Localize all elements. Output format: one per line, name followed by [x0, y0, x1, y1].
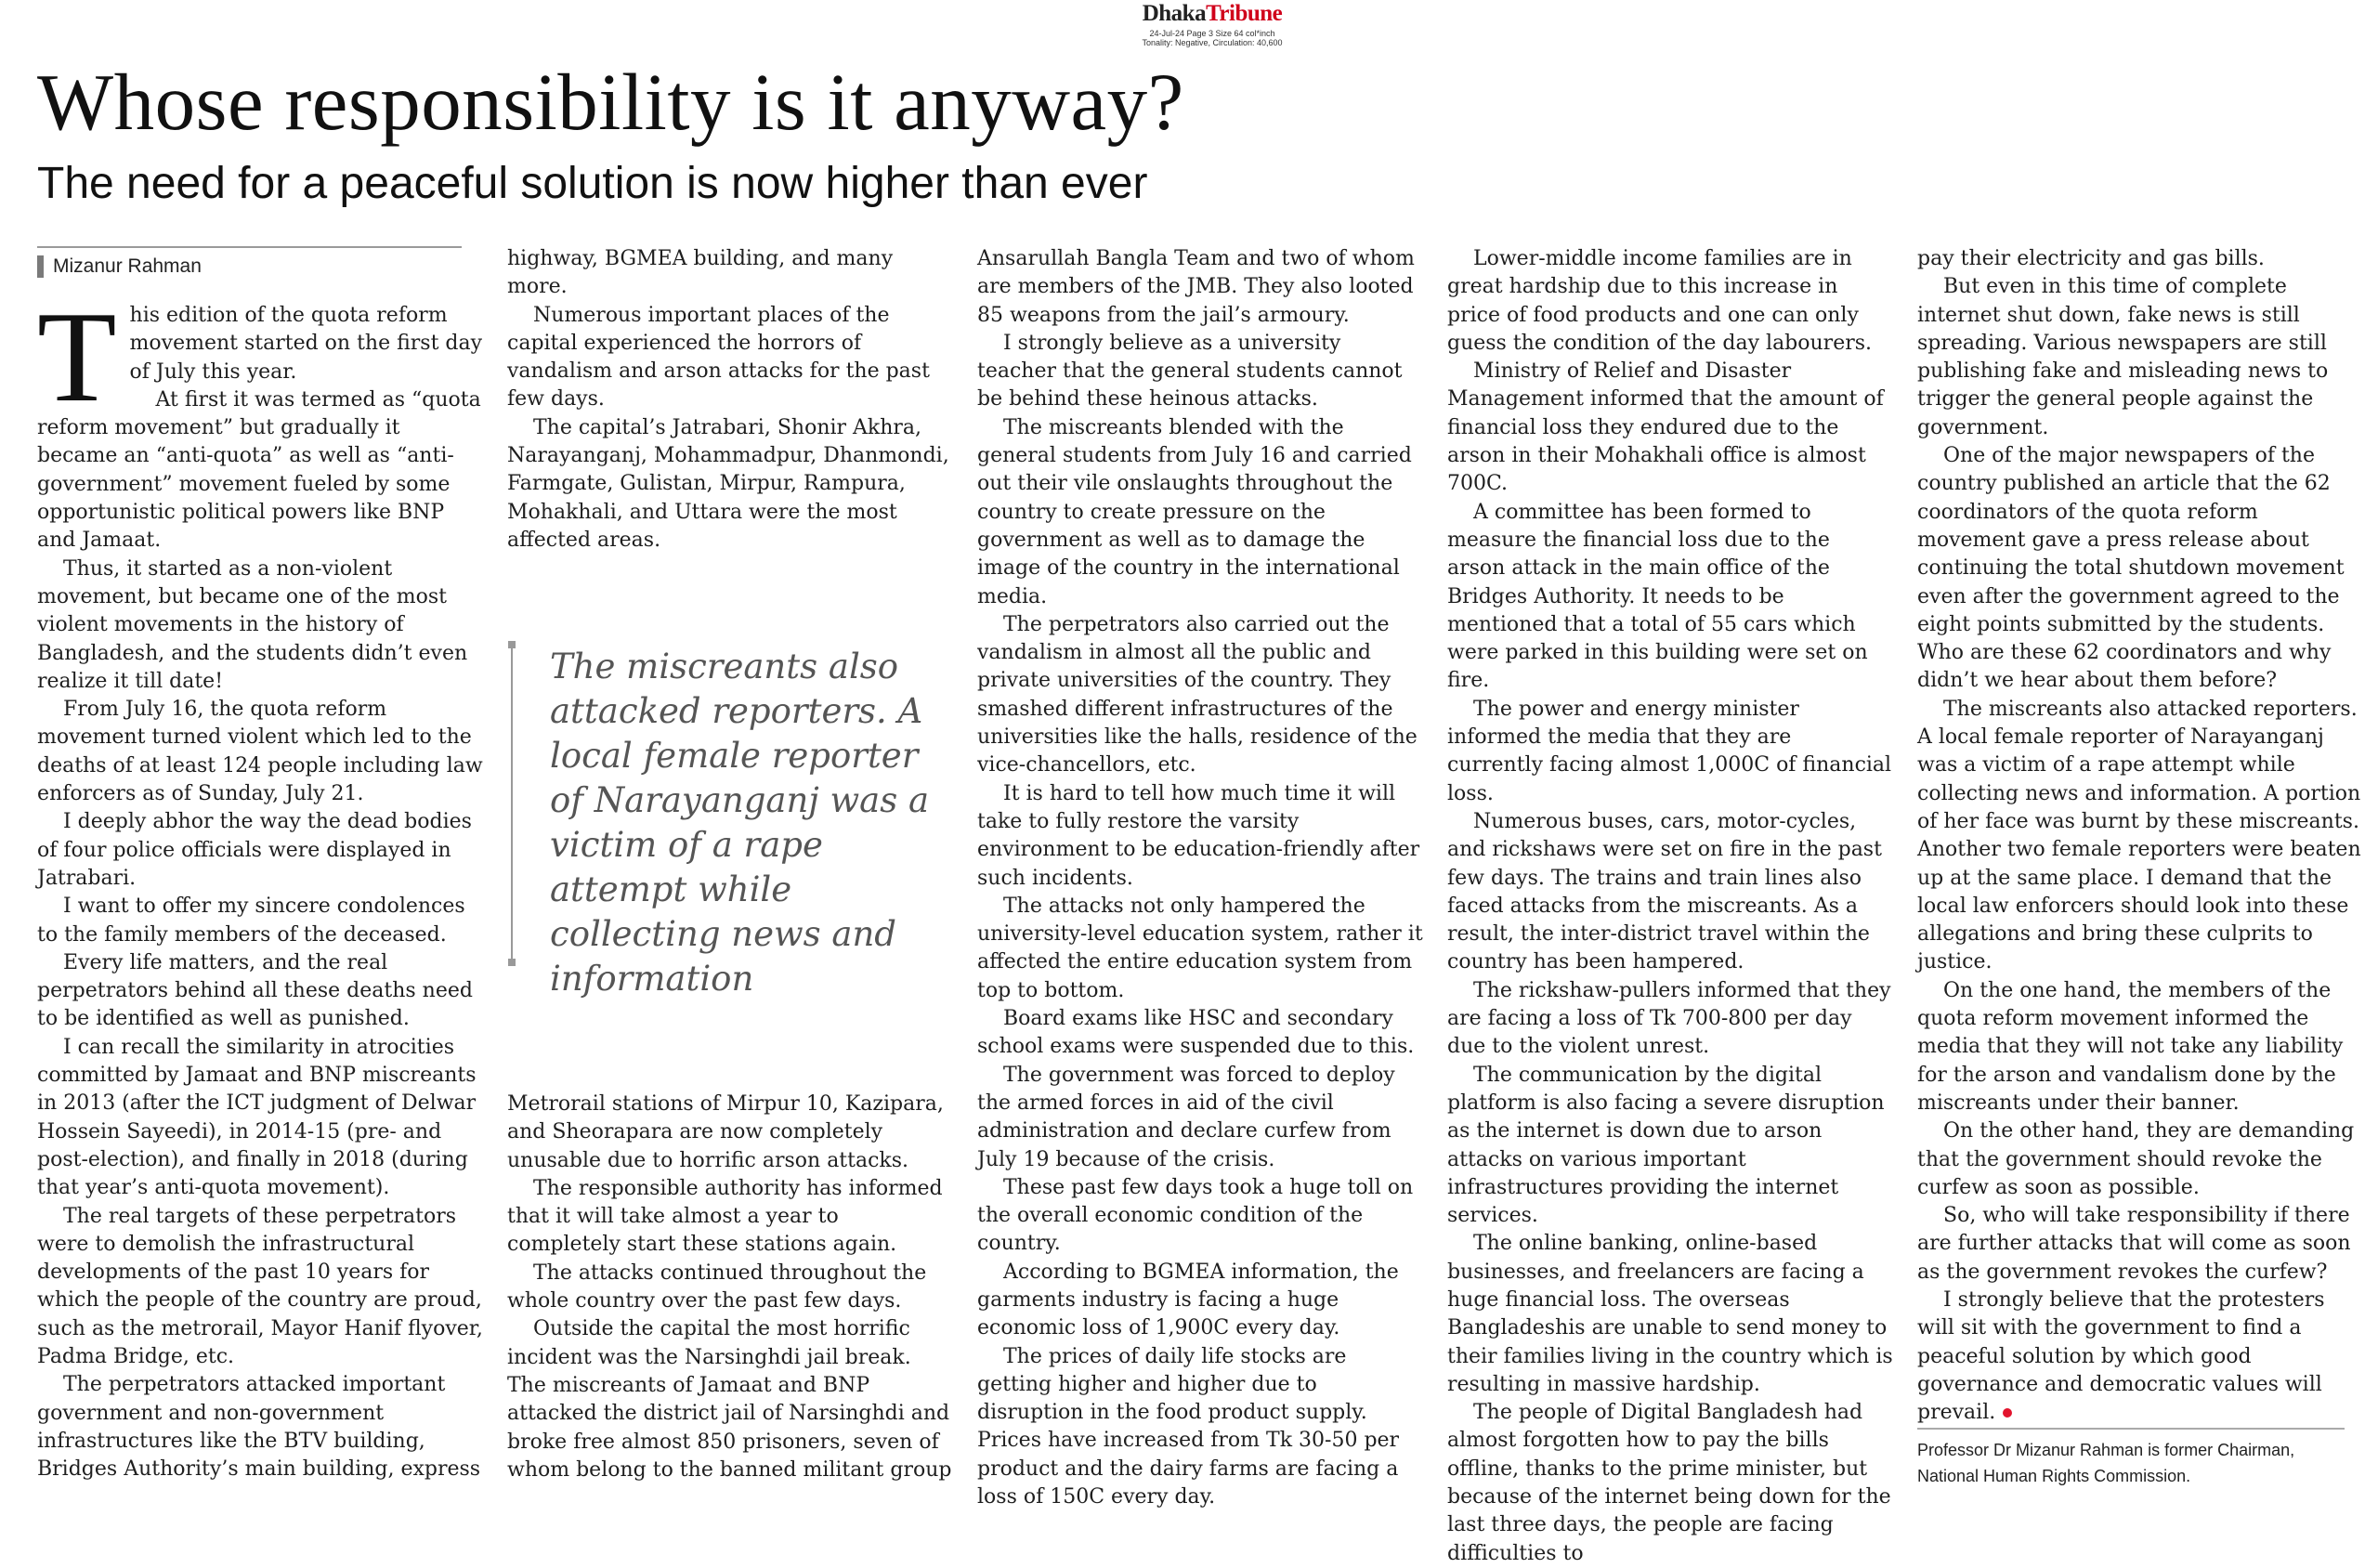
byline [37, 246, 462, 278]
paragraph: The responsible authority has informed that it will take almost a year to completely start these stations again. [507, 1176, 943, 1257]
paragraph: The people of Digital Bangladesh had almost forgotten how to pay the bills offline, thanks to the prime minister, but because of the internet being down for the last three days, the people are facing difficulties to [1447, 1401, 1891, 1565]
paragraph: The government was forced to deploy the armed forces in aid of the civil administration and declare curfew from July 19 because of the crisis. [977, 1063, 1395, 1171]
paragraph: Metrorail stations of Mirpur 10, Kazipara, and Sheorapara are now completely unusable due to horrific arson attacks. [507, 1092, 944, 1172]
paragraph: The miscreants blended with the general students from July 16 and carried out their vile onslaughts throughout the country to create pressure on the government as well as to damage the image of the country in the international media. [977, 415, 1412, 608]
pull-quote [511, 641, 947, 999]
author-name: Mizanur Rahman [53, 255, 202, 277]
paragraph: Outside the capital the most horrific incident was the Narsinghdi jail break. The miscreants of Jamaat and BNP attacked the district jail of Narsinghdi and broke free almost 850 prisoners, seven of whom belong to the banned militant group [507, 1317, 952, 1482]
paragraph: The attacks not only hampered the university-level education system, rather it affected the entire education system from top to bottom. [977, 894, 1423, 1002]
paragraph: his edition of the quota reform movement started on the first day of July this year. [129, 304, 483, 384]
paragraph: A committee has been formed to measure the financial loss due to the arson attack in the main office of the Bridges Authority. It needs to be mentioned that a total of 55 cars which were parked in this building were set on fire. [1447, 500, 1868, 693]
byline-bar [37, 255, 44, 278]
column-3 [977, 245, 1423, 1511]
paragraph: Numerous important places of the capital experienced the horrors of vandalism and arson attacks for the past few days. [507, 303, 930, 412]
paragraph: The power and energy minister informed the media that they are currently facing almost 1,000C of financial loss. [1447, 697, 1892, 805]
headline: Whose responsibility is it anyway? [37, 57, 1184, 147]
final-paragraph-text: I strongly believe that the protesters will sit with the government to find a peaceful solution by which good governance and democratic values will prevail. [1917, 1287, 2325, 1425]
paragraph: Numerous buses, cars, motor-cycles, and rickshaws were set on fire in the past few days. The trains and train lines also faced attacks from the miscreants. As a result, the inter-district travel within the country has been hampered. [1447, 809, 1882, 974]
subheadline: The need for a peaceful solution is now higher than ever [37, 159, 1148, 208]
paragraph: Lower-middle income families are in great hardship due to this increase in price of food products and one can only guess the condition of the day labourers. [1447, 247, 1873, 355]
drop-cap: T [37, 285, 117, 429]
pull-quote-text: The miscreants also attacked reporters. A local female reporter of Narayanganj was a victim of a rape attempt while collecting news and information [550, 647, 930, 999]
paragraph: The perpetrators also carried out the vandalism in almost all the public and private universities of the country. They smashed different infrastructures of the universities like the halls, residence of the vice-chancellors, etc. [977, 612, 1418, 777]
paragraph: Thus, it started as a non-violent movement, but became one of the most violent movements in the history of Bangladesh, and the students didn’t even realize it till date! [37, 556, 468, 693]
column-4 [1447, 245, 1893, 1568]
paragraph: I want to offer my sincere condolences to the family members of the deceased. [37, 895, 465, 947]
paragraph: I strongly believe as a university teacher that the general students cannot be behind these heinous attacks. [977, 331, 1403, 412]
paragraph: Ansarullah Bangla Team and two of whom are members of the JMB. They also looted 85 weapons from the jail’s armoury. [977, 247, 1415, 327]
paragraph: The attacks continued throughout the whole country over the past few days. [507, 1261, 927, 1313]
paragraph: Every life matters, and the real perpetrators behind all these deaths need to be identified as well as punished. [37, 950, 473, 1031]
paragraph: So, who will take responsibility if there are further attacks that will come as soon as the government revokes the curfew? [1917, 1204, 2351, 1284]
paragraph: On the one hand, the members of the quota reform movement informed the media that they will not take any liability for the arson and vandalism done by the miscreants under their banner. [1917, 978, 2344, 1115]
pull-quote-rule [511, 641, 513, 966]
paragraph: highway, BGMEA building, and many more. [507, 247, 894, 299]
paragraph: One of the major newspapers of the country published an article that the 62 coordinators of the quota reform movement gave a press release about continuing the total shutdown movement even after the government agreed to the eight points submitted by the students. Who are these 62 coordinators and why didn’t we hear about them before? [1917, 444, 2345, 693]
column-2-bottom [507, 1091, 953, 1484]
paragraph: The rickshaw-pullers informed that they are facing a loss of Tk 700-800 per day due to the violent unrest. [1447, 978, 1891, 1059]
clipping-meta-line-1: 24-Jul-24 Page 3 Size 64 col*inch [1149, 29, 1275, 38]
paragraph: The prices of daily life stocks are getting higher and higher due to disruption in the food product supply. Prices have increased from Tk 30-50 per product and the dairy farms are facing a loss of 150C every day. [977, 1344, 1400, 1509]
paragraph: The perpetrators attacked important government and non-government infrastructures like the BTV building, Bridges Authority’s main building, express [37, 1373, 481, 1482]
author-bio: Professor Dr Mizanur Rahman is former Chairman, National Human Rights Commission. [1917, 1428, 2345, 1489]
paragraph: I can recall the similarity in atrocities committed by Jamaat and BNP miscreants in 2013 (after the ICT judgment of Delwar Hossein Sayeedi), in 2014-15 (pre- and post-election), and finally in 2018 (during that year’s anti-quota movement). [37, 1035, 477, 1200]
paragraph: From July 16, the quota reform movement turned violent which led to the deaths of at least 124 people including law enforcers as of Sunday, July 21. [37, 698, 483, 806]
column-5 [1917, 245, 2363, 1427]
column-2-top [507, 245, 953, 555]
paragraph: Board exams like HSC and secondary school exams were suspended due to this. [977, 1007, 1415, 1059]
end-mark-icon [2003, 1408, 2012, 1418]
paragraph: On the other hand, they are demanding that the government should revoke the curfew as soon as possible. [1917, 1119, 2355, 1199]
paragraph: The online banking, online-based businesses, and freelancers are facing a huge financial loss. The overseas Bangladeshis are unable to send money to their families living in the country which is resulting in massive hardship. [1447, 1232, 1893, 1396]
paragraph: The capital’s Jatrabari, Shonir Akhra, Narayanganj, Mohammadpur, Dhanmondi, Farmgate, Gulistan, Mirpur, Rampura, Mohakhali, and Uttara were the most affected areas. [507, 415, 949, 552]
paragraph: At first it was termed as “quota reform movement” but gradually it became an “anti-quota” as well as “anti-government” movement fueled by some opportunistic political powers like BNP and Jamaat. [37, 387, 481, 553]
paragraph: According to BGMEA information, the garments industry is facing a huge economic loss of 1,900C every day. [977, 1260, 1399, 1340]
clipping-meta-line-2: Tonality: Negative, Circulation: 40,600 [1142, 38, 1283, 47]
paragraph: The miscreants also attacked reporters. A local female reporter of Narayanganj was a victim of a rape attempt while collecting news and information. A portion of her face was burnt by these miscreants. Another two female reporters were beaten up at the same place. I demand that the local law enforcers should look into these allegations and bring these culprits to justice. [1917, 697, 2361, 974]
masthead [1119, 2, 1305, 47]
paragraph: It is hard to tell how much time it will take to fully restore the varsity environment to be education-friendly after such incidents. [977, 781, 1420, 890]
column-1 [37, 285, 483, 1483]
paragraph: The real targets of these perpetrators were to demolish the infrastructural developments of the past 10 years for which the people of the country are proud, such as the metrorail, Mayor Hanif flyover, Padma Bridge, etc. [37, 1204, 483, 1368]
paragraph: I deeply abhor the way the dead bodies of four police officials were displayed in Jatrabari. [37, 810, 472, 890]
newspaper-logo: DhakaTribune [1142, 1, 1283, 26]
paragraph: The communication by the digital platform is also facing a severe disruption as the internet is down due to arson attacks on various important infrastructures providing the internet services. [1447, 1063, 1885, 1228]
paragraph: These past few days took a huge toll on the overall economic condition of the country. [977, 1175, 1414, 1256]
paragraph: But even in this time of complete internet shut down, fake news is still spreading. Various newspapers are still publishing fake and misleading news to trigger the general people against the government. [1917, 275, 2329, 439]
final-paragraph [1917, 1287, 2363, 1427]
paragraph: pay their electricity and gas bills. [1917, 247, 2265, 270]
paragraph: Ministry of Relief and Disaster Management informed that the amount of financial loss they endured due to the arson in their Mohakhali office is almost 700C. [1447, 359, 1884, 496]
